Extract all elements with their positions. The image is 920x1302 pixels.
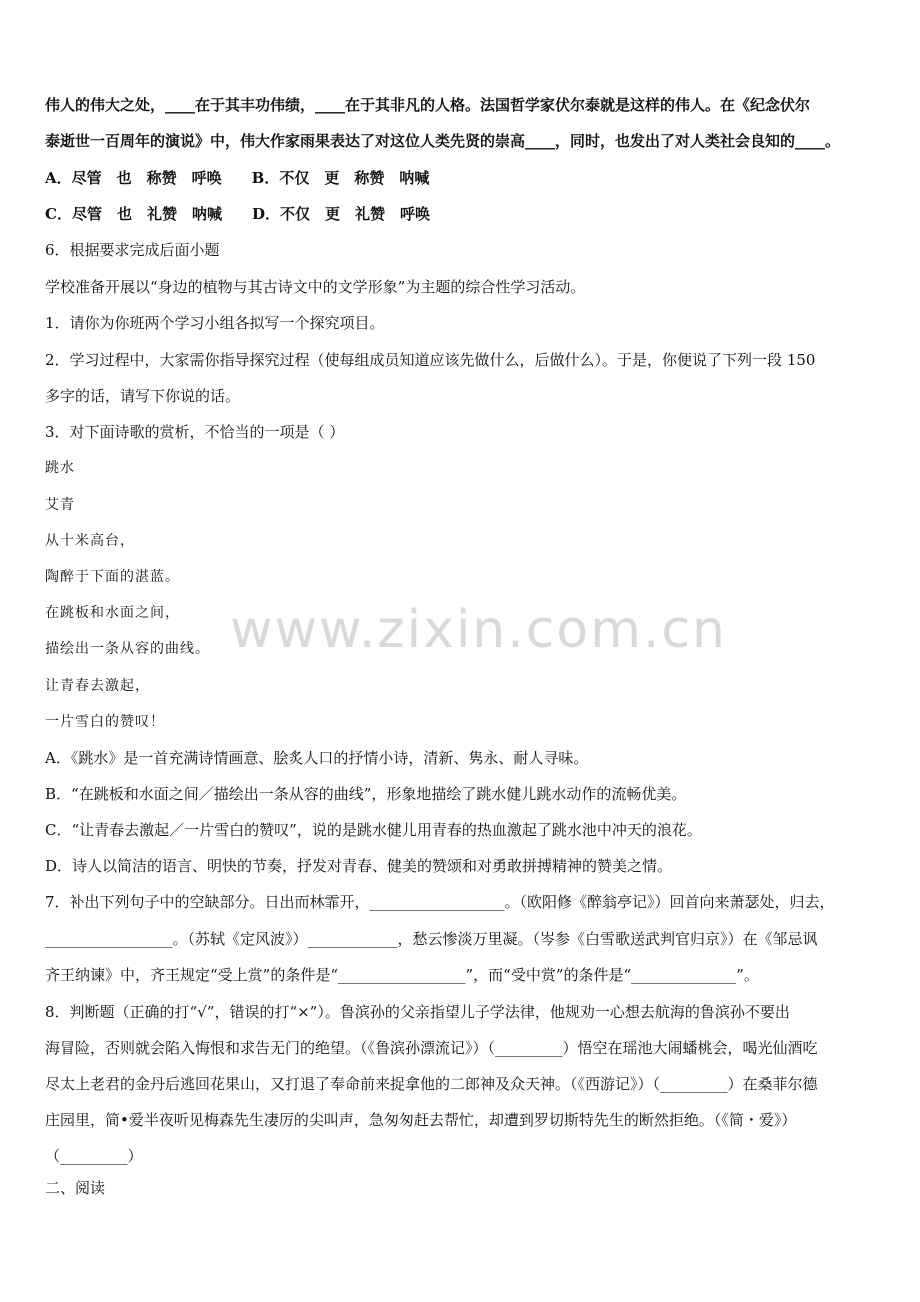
- q6-item-3: 3．对下面诗歌的赏析，不恰当的一项是（ ）: [45, 423, 345, 441]
- poem-author: 艾青: [45, 497, 75, 513]
- q5-text-line-1: 伟人的伟大之处，____在于其丰功伟绩，____在于其非凡的人格。法国哲学家伏尔泰就是这样的伟人。在《纪念伏尔: [45, 96, 811, 114]
- q8-line-2: 海冒险，否则就会陷入悔恨和求告无门的绝望。（《鲁滨孙漂流记》）（_________）悟空在瑶池大闹蟠桃会，喝光仙酒吃: [45, 1039, 818, 1057]
- q5-text-line-2: 泰逝世一百周年的演说》中，伟大作家雨果表达了对这位人类先贤的崇高____，同时，也发出了对人类社会良知的____。: [45, 132, 841, 150]
- q8-line-1: 8．判断题（正确的打“√”，错误的打“×”）。鲁滨孙的父亲指望儿子学法律，他规劝一心想去航海的鲁滨孙不要出: [45, 1003, 790, 1021]
- section-heading-reading: 二、阅读: [45, 1179, 106, 1197]
- q6-option-b: B．“在跳板和水面之间／描绘出一条从容的曲线”，形象地描绘了跳水健儿跳水动作的流畅优美。: [45, 785, 687, 803]
- q6-option-c: C．“让青春去激起／一片雪白的赞叹”，说的是跳水健儿用青春的热血激起了跳水池中冲天的浪花。: [45, 821, 702, 839]
- q6-option-a: A．《跳水》是一首充满诗情画意、脍炙人口的抒情小诗，清新、隽永、耐人寻味。: [45, 749, 589, 767]
- poem-title: 跳水: [45, 460, 75, 476]
- q7-line-2: _________________。（苏轼《定风波》）____________，愁云惨淡万里凝。（岑参《白雪歌送武判官归京》）在《邹忌讽: [45, 930, 818, 948]
- q5-options-ab: A．尽管 也 称赞 呼唤 B．不仅 更 称赞 呐喊: [45, 169, 430, 187]
- q8-line-3: 尽太上老君的金丹后逃回花果山，又打退了奉命前来捉拿他的二郎神及众天神。（《西游记》）（_________）在桑菲尔德: [45, 1075, 818, 1093]
- poem-line-4: 描绘出一条从容的曲线。: [45, 641, 210, 657]
- q5-options-cd: C．尽管 也 礼赞 呐喊 D．不仅 更 礼赞 呼唤: [45, 205, 430, 223]
- poem-line-3: 在跳板和水面之间，: [45, 605, 180, 621]
- q6-item-2-line-2: 多字的话，请写下你说的话。: [45, 387, 241, 405]
- q6-item-1: 1．请你为你班两个学习小组各拟写一个探究项目。: [45, 314, 385, 332]
- q6-intro: 学校准备开展以“身边的植物与其古诗文中的文学形象”为主题的综合性学习活动。: [45, 278, 586, 296]
- poem-line-6: 一片雪白的赞叹！: [45, 714, 165, 730]
- q6-heading: 6．根据要求完成后面小题: [45, 241, 220, 259]
- q8-line-4: 庄园里，简•爱半夜听见梅森先生凄厉的尖叫声，急匆匆赶去帮忙，却遭到罗切斯特先生的断然拒绝。（《简・爱》）: [45, 1111, 797, 1129]
- poem-line-2: 陶醉于下面的湛蓝。: [45, 569, 180, 585]
- q8-line-5: （_________）: [45, 1147, 143, 1165]
- q6-item-2-line-1: 2．学习过程中，大家需你指导探究过程（使每组成员知道应该先做什么，后做什么）。于是，你便说了下列一段 150: [45, 351, 816, 369]
- q7-line-1: 7．补出下列句子中的空缺部分。日出而林霏开，__________________。（欧阳修《醉翁亭记》）回首向来萧瑟处，归去，: [45, 893, 835, 911]
- poem-line-1: 从十米高台，: [45, 533, 135, 549]
- q7-line-3: 齐王纳谏》中，齐王规定“受上赏”的条件是“_________________”，而“受中赏”的条件是“______________”。: [45, 966, 759, 984]
- watermark: www.zixin.com.cn: [230, 600, 727, 660]
- q6-option-d: D．诗人以简洁的语言、明快的节奏，抒发对青春、健美的赞颂和对勇敢拼搏精神的赞美之情。: [45, 857, 673, 875]
- poem-line-5: 让青春去激起，: [45, 678, 150, 694]
